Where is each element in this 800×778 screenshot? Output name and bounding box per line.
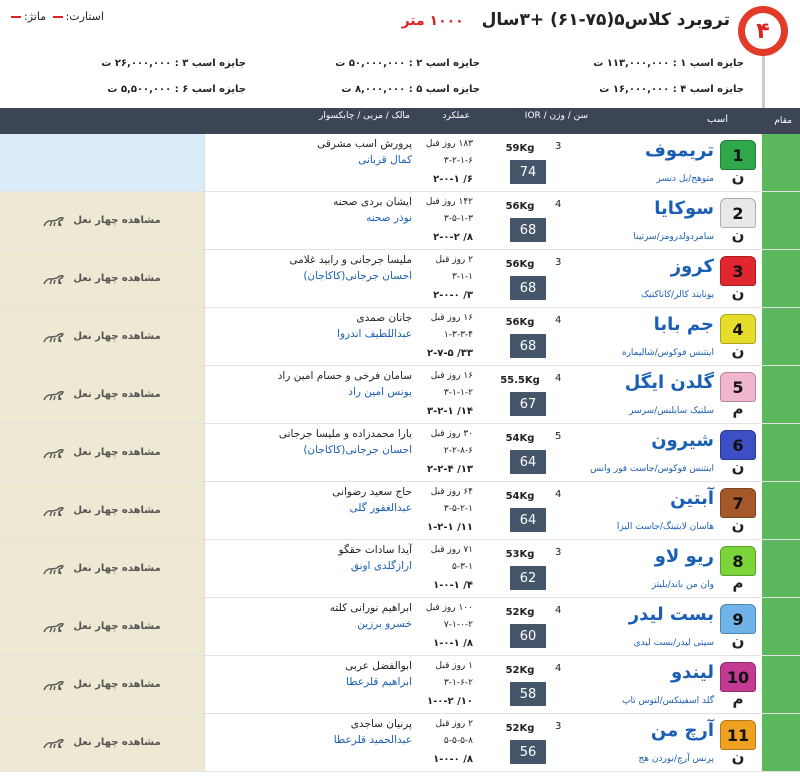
saddle-number: 11	[726, 725, 750, 745]
trainer-name[interactable]: ارازگلدی اونق	[350, 560, 412, 572]
ior-rating: 68	[510, 276, 546, 300]
trainer-name[interactable]: یونس امین راد	[348, 386, 412, 398]
saddle-number: 7	[732, 493, 744, 513]
column-header	[0, 108, 800, 134]
trainer-name[interactable]: کمال قربانی	[358, 154, 412, 166]
days-since-run: ۲ روز قبل	[435, 255, 473, 265]
recent-form: ۵-۵-۵-۸	[443, 736, 473, 746]
legend-finish-dash	[11, 16, 21, 18]
race-number: ۴	[745, 13, 781, 49]
owner-name: جانان صمدی	[356, 312, 412, 324]
form-summary: ۴/ ۱-۰-۱	[433, 580, 473, 591]
horse-name[interactable]: بست لیدر	[628, 604, 714, 625]
table-row[interactable]	[0, 250, 800, 308]
horse-pedigree: سامردولدرومز/سرتینا	[633, 232, 714, 242]
horse-sex: ن	[731, 516, 745, 534]
days-since-run: ۲ روز قبل	[435, 719, 473, 729]
trainer-name[interactable]: عبداللطیف اندروا	[337, 328, 412, 340]
horse-age: 3	[555, 257, 562, 268]
view-gallop-button[interactable]	[0, 424, 205, 481]
horse-sex: م	[732, 574, 744, 592]
horse-weight: 56Kg	[505, 259, 535, 270]
form-summary: ۸/ ۱-۰-۰	[433, 754, 473, 765]
galloping-horse-icon	[43, 272, 65, 286]
horse-pedigree: پرنس آرچ/نوردن هج	[638, 754, 714, 764]
saddle-number: 6	[732, 435, 744, 455]
recent-form: ۵-۳-۱	[452, 562, 473, 572]
horse-age: 4	[555, 373, 562, 384]
horse-pedigree: متوهج/بل دنسر	[656, 174, 714, 184]
jockey-silk-icon	[720, 662, 756, 692]
race-title-text: تروبرد کلاس۵(۷۵-۶۱) +۳سال	[481, 10, 730, 30]
horse-name[interactable]: لیندو	[670, 662, 714, 683]
horse-name[interactable]: آرچ من	[650, 720, 714, 741]
galloping-horse-icon	[43, 736, 65, 750]
saddle-number: 8	[732, 551, 744, 571]
owner-name: سامان فرخی و حسام امین راد	[277, 370, 412, 382]
view-gallop-label: مشاهده چهار نعل	[73, 331, 161, 342]
trainer-name[interactable]: عبدالحمید قلرعطا	[333, 734, 412, 746]
rank-cell	[762, 250, 800, 307]
col-rank: مقام	[774, 116, 792, 126]
horse-pedigree: وان من باند/بلیتز	[651, 580, 714, 590]
recent-form: ۳-۵-۱-۳	[443, 214, 473, 224]
prize-6: جایزه اسب ۶ : ۵,۵۰۰,۰۰۰ ت	[107, 84, 246, 95]
jockey-silk-icon	[720, 488, 756, 518]
owner-name: یارا محمدزاده و ملیسا جرجانی	[278, 428, 412, 440]
view-gallop-label: مشاهده چهار نعل	[73, 273, 161, 284]
rank-cell	[762, 482, 800, 539]
days-since-run: ۱ روز قبل	[435, 661, 473, 671]
rank-cell	[762, 192, 800, 249]
form-summary: ۳۳/ ۲-۷-۵	[427, 348, 473, 359]
jockey-silk-icon	[720, 372, 756, 402]
horse-age: 4	[555, 199, 562, 210]
horse-name[interactable]: ریو لاو	[654, 546, 714, 567]
saddle-number: 4	[732, 319, 744, 339]
horse-name[interactable]: جم بابا	[653, 314, 714, 335]
rank-cell	[762, 134, 800, 191]
horse-name[interactable]: آبتین	[670, 488, 714, 509]
view-gallop-label: مشاهده چهار نعل	[73, 679, 161, 690]
horse-sex: ن	[731, 632, 745, 650]
owner-name: آیدا سادات حقگو	[338, 544, 412, 556]
galloping-horse-icon	[43, 562, 65, 576]
legend-start-dash	[53, 16, 63, 18]
owner-name: ابراهیم نورانی کلته	[329, 602, 412, 614]
saddle-number: 2	[732, 203, 744, 223]
horse-pedigree: اینتنس فوکوس/جاست فور وانس	[590, 464, 714, 474]
horse-pedigree: هاسان لایتینگ/جاست الیزا	[616, 522, 714, 532]
ior-rating: 56	[510, 740, 546, 764]
recent-form: ۳-۱-۶-۲	[443, 678, 473, 688]
days-since-run: ۷۱ روز قبل	[430, 545, 473, 555]
galloping-horse-icon	[43, 330, 65, 344]
horse-sex: ن	[731, 168, 745, 186]
days-since-run: ۱۰۰ روز قبل	[425, 603, 473, 613]
saddle-number: 9	[732, 609, 744, 629]
form-summary: ۱۳/ ۲-۲-۴	[427, 464, 473, 475]
recent-form: ۲-۲-۸-۶	[443, 446, 473, 456]
col-horse: اسب	[707, 114, 728, 125]
view-gallop-label: مشاهده چهار نعل	[73, 621, 161, 632]
legend	[8, 10, 104, 23]
table-row[interactable]	[0, 656, 800, 714]
horse-age: 3	[555, 141, 562, 152]
form-summary: ۳/ ۲-۰-۰	[433, 290, 473, 301]
horse-sex: ن	[731, 458, 745, 476]
horse-weight: 55.5Kg	[500, 375, 540, 386]
race-header	[0, 0, 800, 108]
horse-weight: 54Kg	[505, 433, 535, 444]
view-gallop-button[interactable]	[0, 308, 205, 365]
days-since-run: ۱۶ روز قبل	[430, 371, 473, 381]
galloping-horse-icon	[43, 446, 65, 460]
form-summary: ۱۰/ ۱-۰-۲	[427, 696, 473, 707]
rank-cell	[762, 366, 800, 423]
rank-cell	[762, 308, 800, 365]
horse-weight: 56Kg	[505, 201, 535, 212]
view-gallop-label: مشاهده چهار نعل	[73, 505, 161, 516]
prize-2: جایزه اسب ۲ : ۵۰,۰۰۰,۰۰۰ ت	[335, 58, 480, 69]
table-row[interactable]	[0, 192, 800, 250]
view-gallop-label: مشاهده چهار نعل	[73, 215, 161, 226]
jockey-silk-icon	[720, 604, 756, 634]
table-row[interactable]	[0, 598, 800, 656]
horse-name[interactable]: شیرون	[651, 430, 714, 451]
view-gallop-button[interactable]	[0, 714, 205, 771]
horse-age: 4	[555, 315, 562, 326]
view-gallop-button[interactable]	[0, 250, 205, 307]
saddle-number: 1	[732, 145, 744, 165]
horse-weight: 59Kg	[505, 143, 535, 154]
view-gallop-empty	[0, 134, 205, 191]
horse-age: 3	[555, 721, 562, 732]
ior-rating: 58	[510, 682, 546, 706]
owner-name: حاج سعید رضوانی	[332, 486, 412, 498]
saddle-number: 3	[732, 261, 744, 281]
legend-finish: ماتژ:	[24, 10, 47, 23]
race-distance: ۱۰۰۰ متر	[401, 13, 464, 29]
view-gallop-button[interactable]	[0, 366, 205, 423]
horse-sex: م	[732, 400, 744, 418]
horse-name[interactable]: گلدن ایگل	[624, 372, 714, 393]
trainer-name[interactable]: نوذر صحنه	[366, 212, 412, 224]
view-gallop-label: مشاهده چهار نعل	[73, 389, 161, 400]
prize-5: جایزه اسب ۵ : ۸,۰۰۰,۰۰۰ ت	[341, 84, 480, 95]
owner-name: ایشان بردی صحنه	[333, 196, 412, 208]
horse-pedigree: سلتیک سایلنس/سرسر	[629, 406, 714, 416]
horse-pedigree: اینتنس فوکوس/شالیماره	[621, 348, 714, 358]
galloping-horse-icon	[43, 504, 65, 518]
badge-pole	[762, 56, 765, 108]
owner-name: پرنیان ساجدی	[350, 718, 412, 730]
legend-start: استارت:	[65, 10, 104, 23]
trainer-name[interactable]: احسان جرجانی(کاکاجان)	[303, 270, 412, 282]
rank-cell	[762, 540, 800, 597]
view-gallop-button[interactable]	[0, 656, 205, 713]
prize-4: جایزه اسب ۴ : ۱۶,۰۰۰,۰۰۰ ت	[599, 84, 744, 95]
horse-age: 4	[555, 489, 562, 500]
galloping-horse-icon	[43, 388, 65, 402]
jockey-silk-icon	[720, 720, 756, 750]
view-gallop-label: مشاهده چهار نعل	[73, 447, 161, 458]
recent-form: ۱-۳-۳-۴	[443, 330, 473, 340]
jockey-silk-icon	[720, 546, 756, 576]
rank-cell	[762, 656, 800, 713]
table-row[interactable]	[0, 540, 800, 598]
table-row[interactable]	[0, 482, 800, 540]
ior-rating: 74	[510, 160, 546, 184]
days-since-run: ۶۴ روز قبل	[430, 487, 473, 497]
view-gallop-button[interactable]	[0, 192, 205, 249]
ior-rating: 64	[510, 450, 546, 474]
horse-sex: م	[732, 690, 744, 708]
view-gallop-button[interactable]	[0, 540, 205, 597]
horse-sex: ن	[731, 284, 745, 302]
view-gallop-label: مشاهده چهار نعل	[73, 563, 161, 574]
view-gallop-button[interactable]	[0, 482, 205, 539]
horse-sex: ن	[731, 342, 745, 360]
horse-sex: ن	[731, 748, 745, 766]
horse-pedigree: سیتی لیدر/بست لیدی	[633, 638, 714, 648]
table-row[interactable]	[0, 714, 800, 772]
view-gallop-button[interactable]	[0, 598, 205, 655]
form-summary: ۸/ ۲-۰-۲	[433, 232, 473, 243]
saddle-number: 10	[726, 667, 750, 687]
race-title	[402, 10, 730, 30]
form-summary: ۶/ ۲-۰-۱	[433, 174, 473, 185]
horse-age: 3	[555, 547, 562, 558]
table-row[interactable]	[0, 134, 800, 192]
ior-rating: 68	[510, 334, 546, 358]
trainer-name[interactable]: عبدالغفور گلی	[349, 502, 412, 514]
horse-age: 4	[555, 663, 562, 674]
ior-rating: 60	[510, 624, 546, 648]
form-summary: ۱۱/ ۱-۲-۱	[427, 522, 473, 533]
saddle-number: 5	[732, 377, 744, 397]
form-summary: ۱۴/ ۳-۲-۱	[427, 406, 473, 417]
horse-name[interactable]: سوکایا	[654, 198, 714, 219]
ior-rating: 64	[510, 508, 546, 532]
horse-sex: ن	[731, 226, 745, 244]
horse-weight: 52Kg	[505, 723, 535, 734]
horse-name[interactable]: تریموف	[645, 140, 714, 161]
horse-weight: 52Kg	[505, 665, 535, 676]
horse-pedigree: یونایتد کالر/کاتاکتیک	[640, 290, 714, 300]
table-row[interactable]	[0, 424, 800, 482]
jockey-silk-icon	[720, 140, 756, 170]
recent-form: ۳-۱-۱-۲	[443, 388, 473, 398]
table-row[interactable]	[0, 308, 800, 366]
recent-form: ۳-۵-۲-۱	[443, 504, 473, 514]
horse-age: 5	[555, 431, 562, 442]
horse-weight: 56Kg	[505, 317, 535, 328]
owner-name: ملیسا جرجانی و رابید غلامی	[289, 254, 412, 266]
recent-form: ۳-۱-۱	[452, 272, 473, 282]
col-age-weight-ior: سن / وزن / IOR	[524, 111, 588, 121]
horse-pedigree: گلد اسفینکس/لتوس تاپ	[621, 696, 714, 706]
horse-weight: 54Kg	[505, 491, 535, 502]
days-since-run: ۱۴۲ روز قبل	[425, 197, 473, 207]
form-summary: ۸/ ۱-۰-۱	[433, 638, 473, 649]
rank-cell	[762, 714, 800, 771]
recent-form: ۷-۱-۰-۲	[443, 620, 473, 630]
galloping-horse-icon	[43, 214, 65, 228]
col-performance: عملکرد	[442, 111, 470, 121]
table-row[interactable]	[0, 366, 800, 424]
prize-3: جایزه اسب ۳ : ۲۶,۰۰۰,۰۰۰ ت	[101, 58, 246, 69]
days-since-run: ۱۸۳ روز قبل	[425, 139, 473, 149]
galloping-horse-icon	[43, 678, 65, 692]
days-since-run: ۱۶ روز قبل	[430, 313, 473, 323]
jockey-silk-icon	[720, 256, 756, 286]
owner-name: پرورش اسب مشرقی	[317, 138, 412, 150]
ior-rating: 62	[510, 566, 546, 590]
ior-rating: 67	[510, 392, 546, 416]
galloping-horse-icon	[43, 620, 65, 634]
jockey-silk-icon	[720, 314, 756, 344]
race-number-badge	[738, 6, 788, 56]
trainer-name[interactable]: ابراهیم قلرعطا	[346, 676, 412, 688]
jockey-silk-icon	[720, 198, 756, 228]
rank-cell	[762, 424, 800, 481]
owner-name: ابوالفضل عربی	[345, 660, 412, 672]
rank-cell	[762, 598, 800, 655]
horse-age: 4	[555, 605, 562, 616]
trainer-name[interactable]: خسرو برزین	[357, 618, 412, 630]
jockey-silk-icon	[720, 430, 756, 460]
ior-rating: 68	[510, 218, 546, 242]
horse-weight: 52Kg	[505, 607, 535, 618]
col-owner-trainer-jockey: مالک / مربی / چابکسوار	[319, 111, 410, 121]
view-gallop-label: مشاهده چهار نعل	[73, 737, 161, 748]
trainer-name[interactable]: احسان جرجانی(کاکاجان)	[303, 444, 412, 456]
horse-name[interactable]: کروز	[670, 256, 714, 277]
prize-1: جایزه اسب ۱ : ۱۱۳,۰۰۰,۰۰۰ ت	[593, 58, 744, 69]
days-since-run: ۳۰ روز قبل	[430, 429, 473, 439]
horse-weight: 53Kg	[505, 549, 535, 560]
recent-form: ۳-۲-۱-۶	[443, 156, 473, 166]
